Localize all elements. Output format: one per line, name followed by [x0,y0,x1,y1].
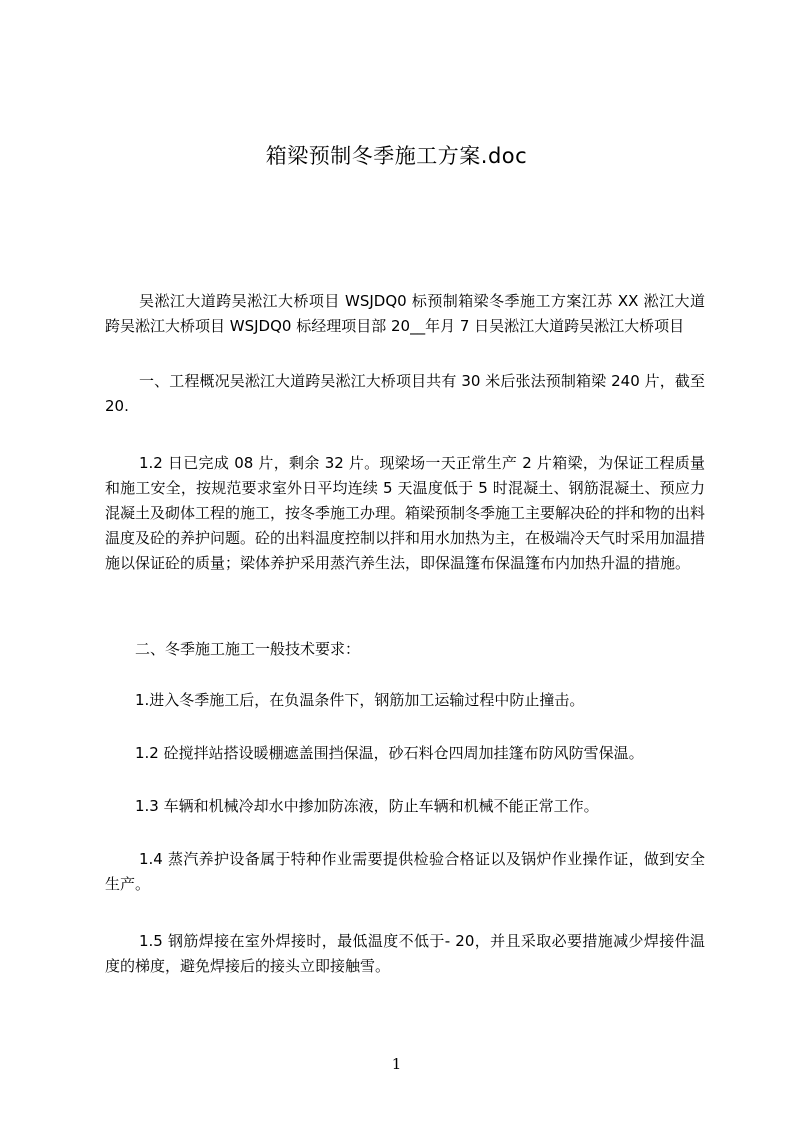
requirement-item-1: 1.进入冬季施工后，在负温条件下，钢筋加工运输过程中防止撞击。 [135,691,585,709]
paragraph-project-header: 吴淞江大道跨吴淞江大桥项目 WSJDQ0 标预制箱梁冬季施工方案江苏 XX 淞江大道跨吴淞江大桥项目 WSJDQ0 标经理项目部 20__年月 7 日吴淞江大道跨吴淞江大桥项目 [105,292,705,335]
section-heading-technical-requirements: 二、冬季施工施工一般技术要求： [135,640,361,658]
paragraph-progress-and-plan: 1.2 日已完成 08 片，剩余 32 片。现梁场一天正常生产 2 片箱梁，为保证工程质量和施工安全，按规范要求室外日平均连续 5 天温度低于 5 时混凝土、钢筋混凝土、预应力混凝土及砌体工程的施工，按冬季施工办理。箱梁预制冬季施工主要解决砼的拌和物的出料温度及砼的养护问题。砼的出料温度控制以拌和用水加热为主，在极端冷天气时采用加温措施以保证砼的质量；梁体养护采用蒸汽养生法，即保温篷布保温篷布内加热升温的措施。 [105,454,706,572]
requirement-item-1-3: 1.3 车辆和机械冷却水中掺加防冻液，防止车辆和机械不能正常工作。 [135,797,599,815]
document-title: 箱梁预制冬季施工方案.doc [265,144,528,168]
requirement-item-1-4: 1.4 蒸汽养护设备属于特种作业需要提供检验合格证以及锅炉作业操作证，做到安全生产。 [105,850,705,893]
paragraph-project-overview: 一、工程概况吴淞江大道跨吴淞江大桥项目共有 30 米后张法预制箱梁 240 片，截至 20. [105,372,705,415]
requirement-item-1-5: 1.5 钢筋焊接在室外焊接时，最低温度不低于- 20，并且采取必要措施减少焊接件温度的梯度，避免焊接后的接头立即接触雪。 [105,932,705,975]
page-number: 1 [391,1055,402,1073]
requirement-item-1-2: 1.2 砼搅拌站搭设暖棚遮盖围挡保温，砂石料仓四周加挂篷布防风防雪保温。 [135,744,644,762]
